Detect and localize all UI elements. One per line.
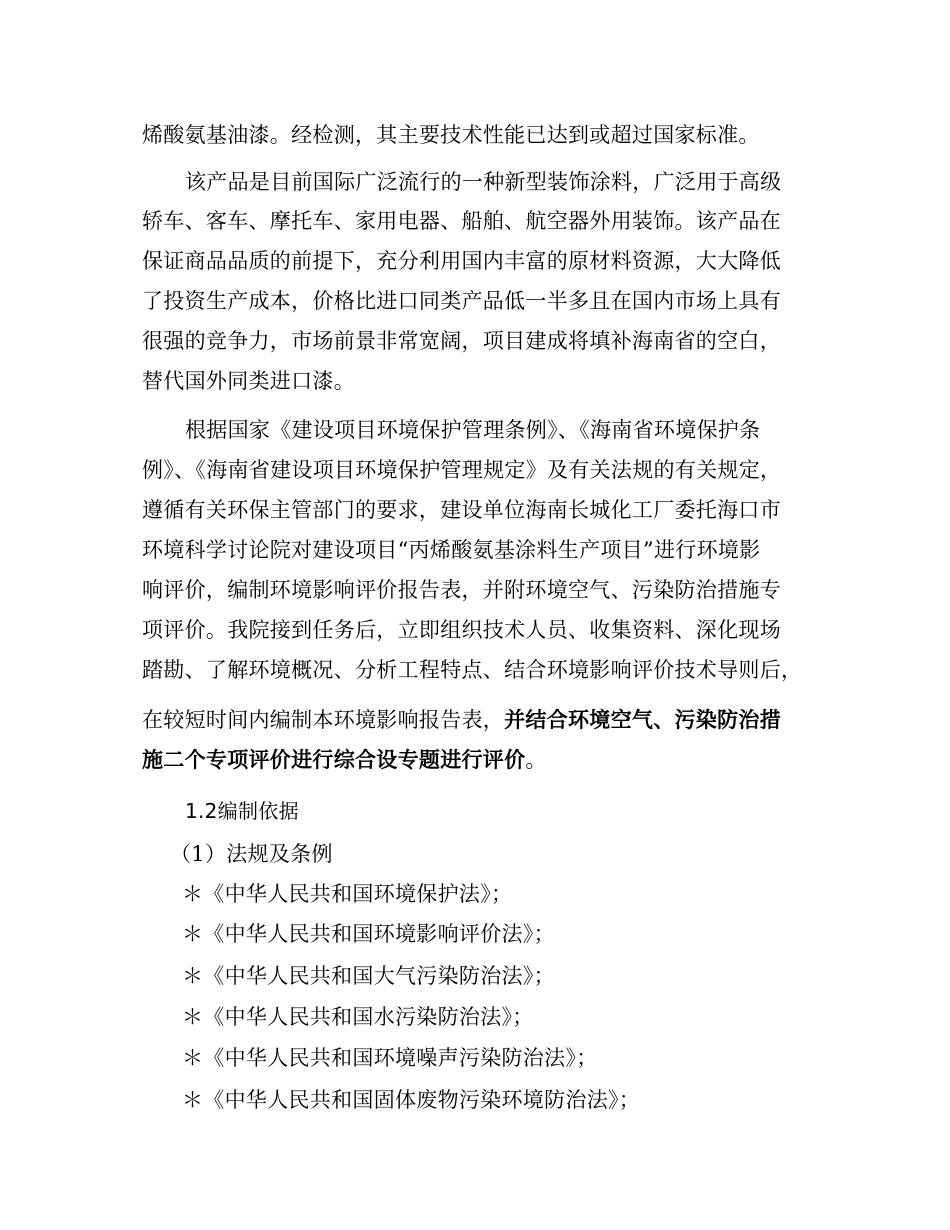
paragraph-line: 很强的竞争力，市场前景非常宽阔，项目建成将填补海南省的空白， [142,329,781,353]
paragraph-line: 该产品是目前国际广泛流行的一种新型装饰涂料，广泛用于高级 [185,170,782,194]
law-list-item: ＊《中华人民共和国环境保护法》； [182,882,513,906]
paragraph-line: 例》、《海南省建设项目环境保护管理规定》及有关法规的有关规定， [142,458,782,482]
paragraph-line: 根据国家《建设项目环境保护管理条例》、《海南省环境保护条 [185,418,761,442]
law-list-item: ＊《中华人民共和国大气污染防治法》； [182,964,555,988]
law-list-item: ＊《中华人民共和国环境噪声污染防治法》； [182,1046,598,1070]
line-bold-text: 并结合环境空气、污染防治措 [504,707,782,732]
paragraph-line: 烯酸氨基油漆。经检测，其主要技术性能已达到或超过国家标准。 [142,123,760,147]
paragraph-line: 响评价，编制环境影响评价报告表，并附环境空气、污染防治措施专 [142,578,781,602]
line-bold-text: 施二个专项评价进行综合设专题进行评价 [142,747,526,772]
paragraph-line: 了投资生产成本，价格比进口同类产品低一半多且在国内市场上具有 [142,289,781,313]
paragraph-line: 踏勘、了解环境概况、分析工程特点、结合环境影响评价技术导则后， [142,658,803,682]
paragraph-line: 保证商品品质的前提下，充分利用国内丰富的原材料资源，大大降低 [142,249,781,273]
subsection-heading: （1）法规及条例 [170,842,333,866]
paragraph-line: 项评价。我院接到任务后，立即组织技术人员、收集资料、深化现场 [142,618,781,642]
law-list-item: ＊《中华人民共和国水污染防治法》； [182,1005,534,1029]
line-normal-text: 。 [525,748,547,772]
law-list-item: ＊《中华人民共和国环境影响评价法》； [182,922,555,946]
paragraph-line [142,705,781,735]
paragraph-line: 替代国外同类进口漆。 [142,369,355,393]
paragraph-line: 轿车、客车、摩托车、家用电器、船舶、航空器外用装饰。该产品在 [142,209,781,233]
paragraph-line [142,745,547,775]
paragraph-line: 环境科学讨论院对建设项目“丙烯酸氨基涂料生产项目”进行环境影 [142,538,761,562]
paragraph-line: 遵循有关环保主管部门的要求，建设单位海南长城化工厂委托海口市 [142,498,781,522]
section-heading: 1.2编制依据 [185,799,299,823]
line-normal-text: 在较短时间内编制本环境影响报告表， [142,708,505,732]
law-list-item: ＊《中华人民共和国固体废物污染环境防治法》； [182,1088,641,1112]
